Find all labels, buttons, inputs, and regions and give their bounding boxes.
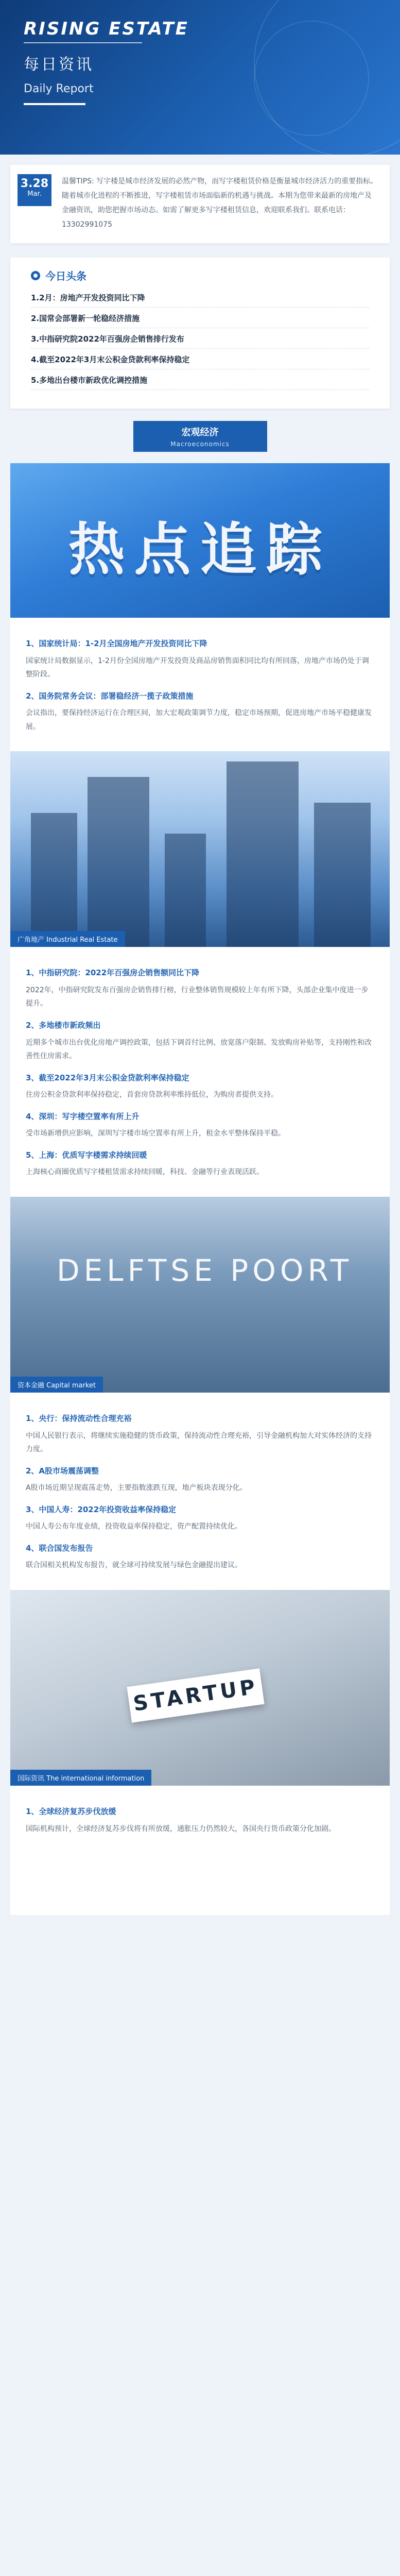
building-shape bbox=[227, 761, 299, 947]
article-capital bbox=[10, 1393, 390, 1590]
bullet-icon bbox=[31, 271, 40, 280]
article-intl bbox=[10, 1786, 390, 1853]
photo-tower bbox=[10, 1197, 390, 1393]
article-macro bbox=[10, 618, 390, 751]
photo-caption: 广角地产 Industrial Real Estate bbox=[10, 931, 125, 947]
page-title: 每日资讯 bbox=[24, 56, 94, 74]
article-paragraph: 联合国相关机构发布报告，就全球可持续发展与绿色金融提出建议。 bbox=[26, 1561, 242, 1570]
hero-title: 热点追踪 bbox=[68, 517, 332, 583]
divider bbox=[24, 42, 142, 43]
intro-card bbox=[10, 165, 390, 243]
hero-image bbox=[10, 463, 390, 618]
date-badge bbox=[18, 174, 51, 206]
photo-startup bbox=[10, 1590, 390, 1786]
photo-caption: 国际资讯 The international information bbox=[10, 1770, 151, 1786]
article-heading: 3、截至2022年3月末公积金贷款利率保持稳定 bbox=[26, 1073, 189, 1082]
headlines-label: 今日头条 bbox=[31, 268, 390, 283]
article-heading: 4、深圳：写字楼空置率有所上升 bbox=[26, 1111, 140, 1121]
headline-item[interactable]: 4.截至2022年3月末公积金贷款利率保持稳定 bbox=[31, 354, 369, 369]
date-day: 3.28 bbox=[20, 177, 49, 190]
article-paragraph: 中国人寿公布年度业绩，投资收益率保持稳定，资产配置持续优化。 bbox=[26, 1522, 242, 1531]
article-paragraph: 住房公积金贷款利率保持稳定，首套房贷款利率维持低位，为购房者提供支持。 bbox=[26, 1091, 278, 1099]
footer bbox=[10, 1853, 390, 1915]
headline-item[interactable]: 1.2月：房地产开发投资同比下降 bbox=[31, 292, 369, 308]
date-month: Mar. bbox=[27, 190, 42, 198]
article-heading: 1、国家统计局：1-2月全国房地产开发投资同比下降 bbox=[26, 639, 207, 648]
building-shape bbox=[165, 834, 206, 947]
headline-item[interactable]: 2.国常会部署新一轮稳经济措施 bbox=[31, 313, 369, 328]
article-heading: 5、上海：优质写字楼需求持续回暖 bbox=[26, 1150, 147, 1160]
building-shape bbox=[31, 813, 77, 947]
article-paragraph: 中国人民银行表示，将继续实施稳健的货币政策，保持流动性合理充裕，引导金融机构加大对实体经济的支持力度。 bbox=[26, 1431, 372, 1454]
section-banner-macro: 宏观经济 Macroeconomics bbox=[133, 421, 267, 452]
intro-text: 温馨TIPS: 写字楼是城市经济发展的必然产物，而写字楼租赁价格是衡量城市经济活力的重要指标。随着城市化进程的不断推进，写字楼租赁市场面临新的机遇与挑战。本期为您带来最新的房地产及金融资讯，助您把握市场动态。如需了解更多写字楼租赁信息，欢迎联系我们。联系电话：13302991075 bbox=[62, 177, 378, 229]
article-heading: 1、央行：保持流动性合理充裕 bbox=[26, 1414, 132, 1423]
decor-circle bbox=[254, 21, 369, 136]
article-heading: 2、A股市场震荡调整 bbox=[26, 1466, 99, 1476]
article-paragraph: 会议指出，要保持经济运行在合理区间，加大宏观政策调节力度，稳定市场预期，促进房地产市场平稳健康发展。 bbox=[26, 709, 372, 731]
article-paragraph: A股市场近期呈现震荡走势，主要指数涨跌互现，地产板块表现分化。 bbox=[26, 1484, 247, 1493]
photo-city bbox=[10, 751, 390, 947]
header-banner bbox=[0, 0, 400, 155]
article-heading: 1、中指研究院：2022年百强房企销售额同比下降 bbox=[26, 968, 200, 978]
article-heading: 3、中国人寿：2022年投资收益率保持稳定 bbox=[26, 1504, 177, 1514]
article-paragraph: 上海核心商圈优质写字楼租赁需求持续回暖，科技、金融等行业表现活跃。 bbox=[26, 1168, 264, 1177]
article-heading: 1、全球经济复苏步伐放缓 bbox=[26, 1807, 116, 1816]
article-paragraph: 近期多个城市出台优化房地产调控政策，包括下调首付比例、放宽落户限制、发放购房补贴等，支持刚性和改善性住房需求。 bbox=[26, 1038, 372, 1061]
article-heading: 2、国务院常务会议：部署稳经济一揽子政策措施 bbox=[26, 691, 194, 701]
photo-sign-text: DELFTSE POORT bbox=[57, 1253, 353, 1289]
building-shape bbox=[88, 777, 149, 947]
page-subtitle: Daily Report bbox=[24, 82, 94, 95]
photo-sign-text: STARTUP bbox=[127, 1668, 264, 1723]
headline-item[interactable]: 5.多地出台楼市新政优化调控措施 bbox=[31, 375, 369, 390]
building-shape bbox=[314, 803, 371, 947]
article-paragraph: 国家统计局数据显示，1-2月份全国房地产开发投资及商品房销售面积同比均有所回落，房地产市场仍处于调整阶段。 bbox=[26, 656, 369, 679]
headlines-section bbox=[10, 258, 390, 409]
article-estate bbox=[10, 947, 390, 1197]
divider bbox=[24, 103, 85, 105]
headline-item[interactable]: 3.中指研究院2022年百强房企销售排行发布 bbox=[31, 333, 369, 349]
article-paragraph: 2022年，中指研究院发布百强房企销售排行榜，行业整体销售规模较上年有所下降，头部企业集中度进一步提升。 bbox=[26, 986, 369, 1008]
article-heading: 4、联合国发布报告 bbox=[26, 1543, 93, 1553]
brand-name: RISING ESTATE bbox=[24, 19, 189, 39]
photo-caption: 资本金融 Capital market bbox=[10, 1377, 103, 1393]
article-heading: 2、多地楼市新政频出 bbox=[26, 1021, 101, 1030]
article-paragraph: 受市场新增供应影响，深圳写字楼市场空置率有所上升，租金水平整体保持平稳。 bbox=[26, 1129, 285, 1138]
article-paragraph: 国际机构预计，全球经济复苏步伐将有所放缓，通胀压力仍然较大，各国央行货币政策分化加剧。 bbox=[26, 1824, 336, 1833]
